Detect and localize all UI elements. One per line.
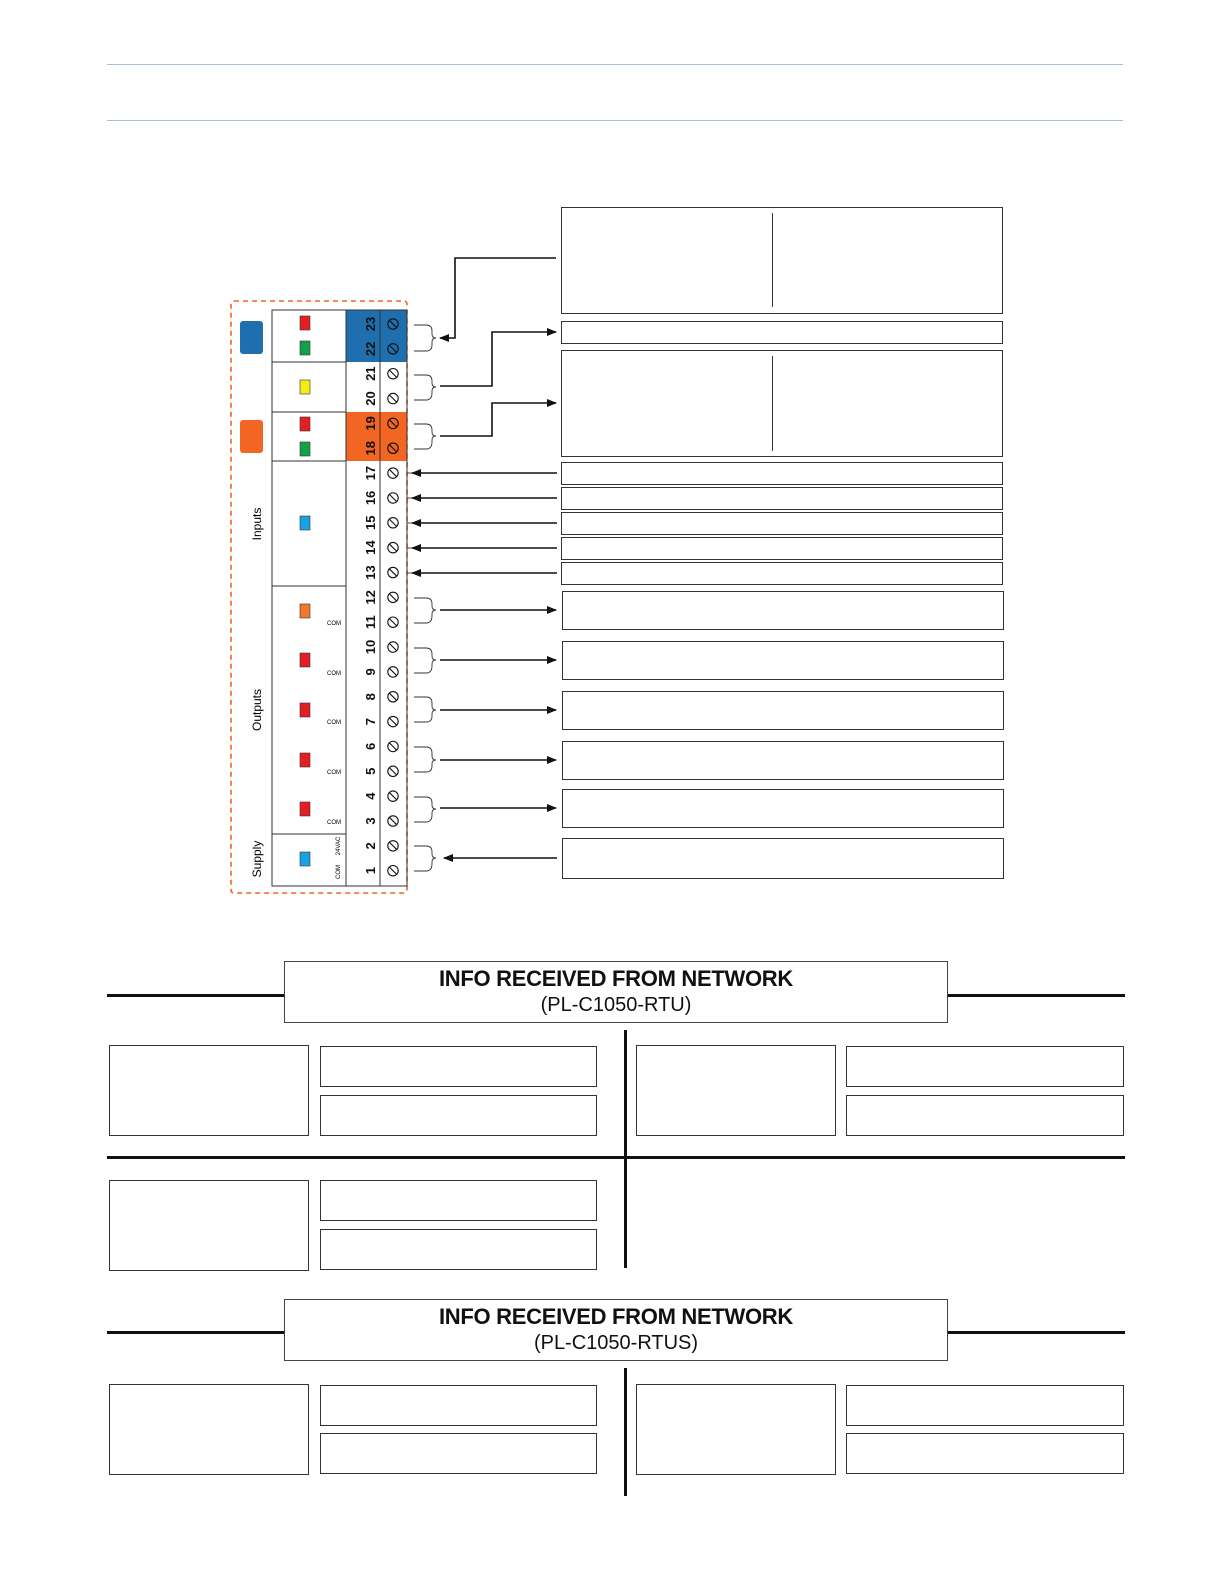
arrow-from-terminal-18-19 <box>440 403 556 436</box>
banner-title: INFO RECEIVED FROM NETWORK <box>439 966 793 991</box>
orange-indicator <box>240 420 263 453</box>
led-red <box>300 703 310 717</box>
info-value-box <box>846 1095 1124 1136</box>
banner-model: (PL-C1050-RTU) <box>540 994 692 1016</box>
led-green <box>300 341 310 355</box>
description-box-9-10 <box>562 641 1004 680</box>
info-value-box <box>320 1095 597 1136</box>
terminal-number: 10 <box>363 639 378 655</box>
terminal-number: 4 <box>363 792 378 800</box>
terminal-number: 23 <box>363 316 378 332</box>
description-box-7-8 <box>562 691 1004 730</box>
description-box-16 <box>561 487 1003 510</box>
com-label: COM <box>327 671 341 677</box>
terminal-number: 15 <box>363 515 378 531</box>
terminal-number: 5 <box>363 767 378 775</box>
network-banner-rtus <box>284 1299 948 1361</box>
inputs-label: Inputs <box>250 507 264 541</box>
terminal-screw <box>388 716 398 726</box>
info-value-box <box>320 1385 597 1426</box>
led-red <box>300 316 310 330</box>
box-divider <box>772 213 773 307</box>
description-box-17 <box>561 462 1003 485</box>
banner-model: (PL-C1050-RTUS) <box>533 1332 699 1354</box>
supply-label: Supply <box>250 840 264 878</box>
terminal-screw <box>388 841 398 851</box>
com-label: COM <box>327 820 341 826</box>
led-yellow <box>300 380 310 394</box>
terminal-number: 3 <box>363 817 378 825</box>
banner-title: INFO RECEIVED FROM NETWORK <box>439 1304 793 1329</box>
terminal-number: 7 <box>363 717 378 726</box>
com-label: COM <box>327 720 341 726</box>
com-label: COM <box>327 770 341 776</box>
com-label: COM <box>327 621 341 627</box>
terminal-screw <box>388 741 398 751</box>
section-divider-vertical <box>624 1368 627 1496</box>
terminal-screws <box>388 319 398 876</box>
led-red <box>300 753 310 767</box>
terminal-number: 12 <box>363 590 378 605</box>
description-box-11-12 <box>562 591 1004 630</box>
outputs-label: Outputs <box>250 688 264 732</box>
arrow-to-terminal-22-23 <box>440 258 556 338</box>
description-box-3-4 <box>562 789 1004 828</box>
description-box-13 <box>561 562 1003 585</box>
info-value-box <box>846 1385 1124 1426</box>
terminal-screw <box>388 692 398 702</box>
led-cyan <box>300 516 310 530</box>
terminal-number: 20 <box>363 391 378 406</box>
terminal-number: 9 <box>363 668 378 676</box>
terminal-screw <box>388 518 398 528</box>
terminal-braces <box>414 325 436 871</box>
terminal-number: 1 <box>363 867 378 875</box>
info-value-box <box>320 1229 597 1270</box>
supply-vac-label: 24VAC <box>336 836 342 856</box>
led-red <box>300 417 310 431</box>
terminal-screw <box>388 393 398 403</box>
description-box-20-21 <box>561 321 1003 344</box>
terminal-screw <box>388 866 398 876</box>
terminal-screw <box>388 642 398 652</box>
section-divider-vertical <box>624 1030 627 1268</box>
terminal-screw <box>388 617 398 627</box>
info-label-box <box>636 1384 836 1475</box>
terminal-number: 8 <box>363 693 378 701</box>
terminal-number: 13 <box>363 565 378 580</box>
arrow-from-terminal-20-21 <box>440 332 556 386</box>
terminal-number: 22 <box>363 341 378 357</box>
led-green <box>300 442 310 456</box>
terminal-screw <box>388 468 398 478</box>
terminal-screw <box>388 369 398 379</box>
terminal-screw <box>388 567 398 577</box>
terminal-screw <box>388 592 398 602</box>
terminal-number: 18 <box>363 441 378 456</box>
info-label-box <box>109 1384 309 1475</box>
terminal-screw <box>388 667 398 677</box>
led-cyan <box>300 852 310 866</box>
terminal-number: 19 <box>363 416 378 431</box>
info-value-box <box>846 1046 1124 1087</box>
led-red <box>300 653 310 667</box>
info-value-box <box>846 1433 1124 1474</box>
info-label-box <box>636 1045 836 1136</box>
info-label-box <box>109 1045 309 1136</box>
led-red <box>300 802 310 816</box>
terminal-number: 2 <box>363 842 378 850</box>
description-box-5-6 <box>562 741 1004 780</box>
terminal-screw <box>388 766 398 776</box>
description-box-15 <box>561 512 1003 535</box>
info-value-box <box>320 1433 597 1474</box>
info-label-box <box>109 1180 309 1271</box>
terminal-number: 11 <box>363 615 378 630</box>
section-rule-middle <box>107 1156 1125 1159</box>
info-value-box <box>320 1180 597 1221</box>
terminal-screw <box>388 493 398 503</box>
terminal-screw <box>388 542 398 552</box>
terminal-screw <box>388 816 398 826</box>
description-box-1-2 <box>562 838 1004 879</box>
terminal-number: 21 <box>363 366 378 381</box>
led-orange <box>300 604 310 618</box>
info-value-box <box>320 1046 597 1087</box>
description-box-18-19 <box>561 350 1003 457</box>
description-box-top <box>561 207 1003 314</box>
description-box-14 <box>561 537 1003 560</box>
terminal-number: 6 <box>363 742 378 751</box>
terminal-screw <box>388 791 398 801</box>
network-banner-rtu <box>284 961 948 1023</box>
supply-com-label: COM <box>336 865 342 879</box>
box-divider <box>772 356 773 451</box>
terminal-number: 17 <box>363 465 378 481</box>
blue-indicator <box>240 321 263 354</box>
connector-lines <box>412 258 557 858</box>
terminal-number: 14 <box>363 540 378 555</box>
terminal-number: 16 <box>363 490 378 506</box>
